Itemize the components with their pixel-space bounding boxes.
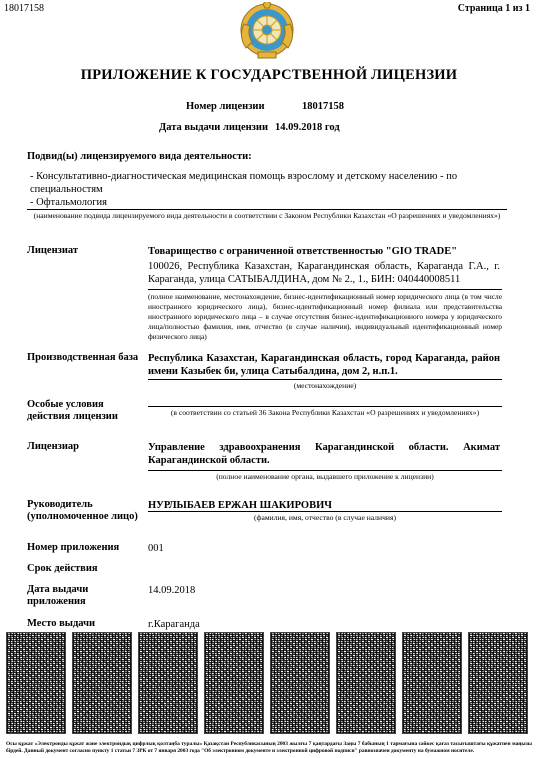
licensee-caption: (полное наименование, местонахождение, бизнес-идентификационный номер юридического лица (в том числе иностранного юридического лица), бизнес-идентификационный номер филиала или представительства иностранного юридического лица – в случае отсутствия бизнес-идентификационного номера у юридического лица/полностью фамилия, имя, отчество (в случае наличия), индивидуальный идентификационный номер физического лица) [148,292,502,341]
divider [148,406,502,407]
special-conditions-caption: (в соответствии со статьей 36 Закона Республики Казахстан «О разрешениях и уведомлениях») [170,408,480,417]
digital-signature-barcode [402,632,462,734]
divider [27,209,507,210]
bullet: - [30,197,34,208]
licensee-name: Товарищество с ограниченной ответственностью "GIO TRADE" [148,246,458,257]
divider [148,511,502,512]
legal-footer-note: Осы құжат «Электронды құжат және электрондық цифрлық қолтаңба туралы» Қазақстан Республикасының 2003 жылғы 7 қаңтардағы Заңы 7 бабының 1 тармағына сәйкес қағаз тасығыштағы құжатпен маңызы бірдей. Данный документ согласно пункту 1 статьи 7 ЗРК от 7 января 2003 года "Об электронном документе и электронной цифровой подписи" равнозначен документу на бумажном носителе. [6,741,532,754]
digital-signature-barcode [204,632,264,734]
digital-signature-barcode [270,632,330,734]
divider [148,379,502,380]
subtype-item-text: Офтальмология [36,197,108,208]
digital-signature-barcode [138,632,198,734]
license-number: 18017158 [302,101,344,112]
appendix-number-label: Номер приложения [27,542,120,553]
kazakhstan-emblem-icon [236,2,298,60]
appendix-date-label: Дата выдачи приложения [27,584,89,607]
subtype-item-text: Консультативно-диагностическая медицинская помощь взрослому и детскому населению - по специальностям [30,171,458,195]
subtype-item [30,170,500,196]
digital-signature-barcode [468,632,528,734]
licensor-caption: (полное наименование органа, выдавшего приложение к лицензии) [216,472,434,481]
issue-date: 14.09.2018 год [275,122,340,133]
digital-signature-barcode [336,632,396,734]
document-title: ПРИЛОЖЕНИЕ К ГОСУДАРСТВЕННОЙ ЛИЦЕНЗИИ [80,67,458,83]
document-number: 18017158 [4,3,44,14]
divider [148,470,502,471]
bullet: - [30,171,34,182]
appendix-number-value: 001 [148,543,164,554]
licensee-address: 100026, Республика Казахстан, Карагандинская область, Караганда Г.А., г. Караганда, улица САТЫБАЛДИНА, дом № 2., 1., БИН: 040440008511 [148,261,500,285]
divider [148,289,502,290]
head-caption: (фамилия, имя, отчество (в случае наличия) [254,513,396,522]
subtypes-heading: Подвид(ы) лицензируемого вида деятельности: [27,151,252,162]
production-base-value: Республика Казахстан, Карагандинская область, город Караганда, район имени Казыбек би, улица Сатыбалдина, дом 2, н.п.1. [148,353,500,377]
appendix-date-value: 14.09.2018 [148,585,196,596]
licensee-label: Лицензиат [27,245,79,256]
page-indicator: Страница 1 из 1 [457,3,530,14]
licensor-value: Управление здравоохранения Карагандинской области. Акимат Карагандинской области. [148,442,500,466]
digital-signature-barcode [72,632,132,734]
special-conditions-label: Особые условия действия лицензии [27,399,118,422]
validity-label: Срок действия [27,563,98,574]
head-label: Руководитель (уполномоченное лицо) [27,499,138,522]
subtypes-caption: (наименование подвида лицензируемого вида деятельности в соответствии с Законом Республики Казахстан «О разрешениях и уведомлениях») [33,211,501,220]
production-base-label: Производственная база [27,352,139,363]
issue-place-value: г.Караганда [148,619,200,630]
licensor-label: Лицензиар [27,441,79,452]
head-value: НУРЛЫБАЕВ ЕРЖАН ШАКИРОВИЧ [148,500,332,511]
issue-place-label: Место выдачи [27,618,96,629]
subtype-item [30,196,107,209]
license-number-label: Номер лицензии [186,101,265,112]
production-base-caption: (местонахождение) [293,381,357,390]
digital-signature-barcode [6,632,66,734]
issue-date-label: Дата выдачи лицензии [159,122,268,133]
